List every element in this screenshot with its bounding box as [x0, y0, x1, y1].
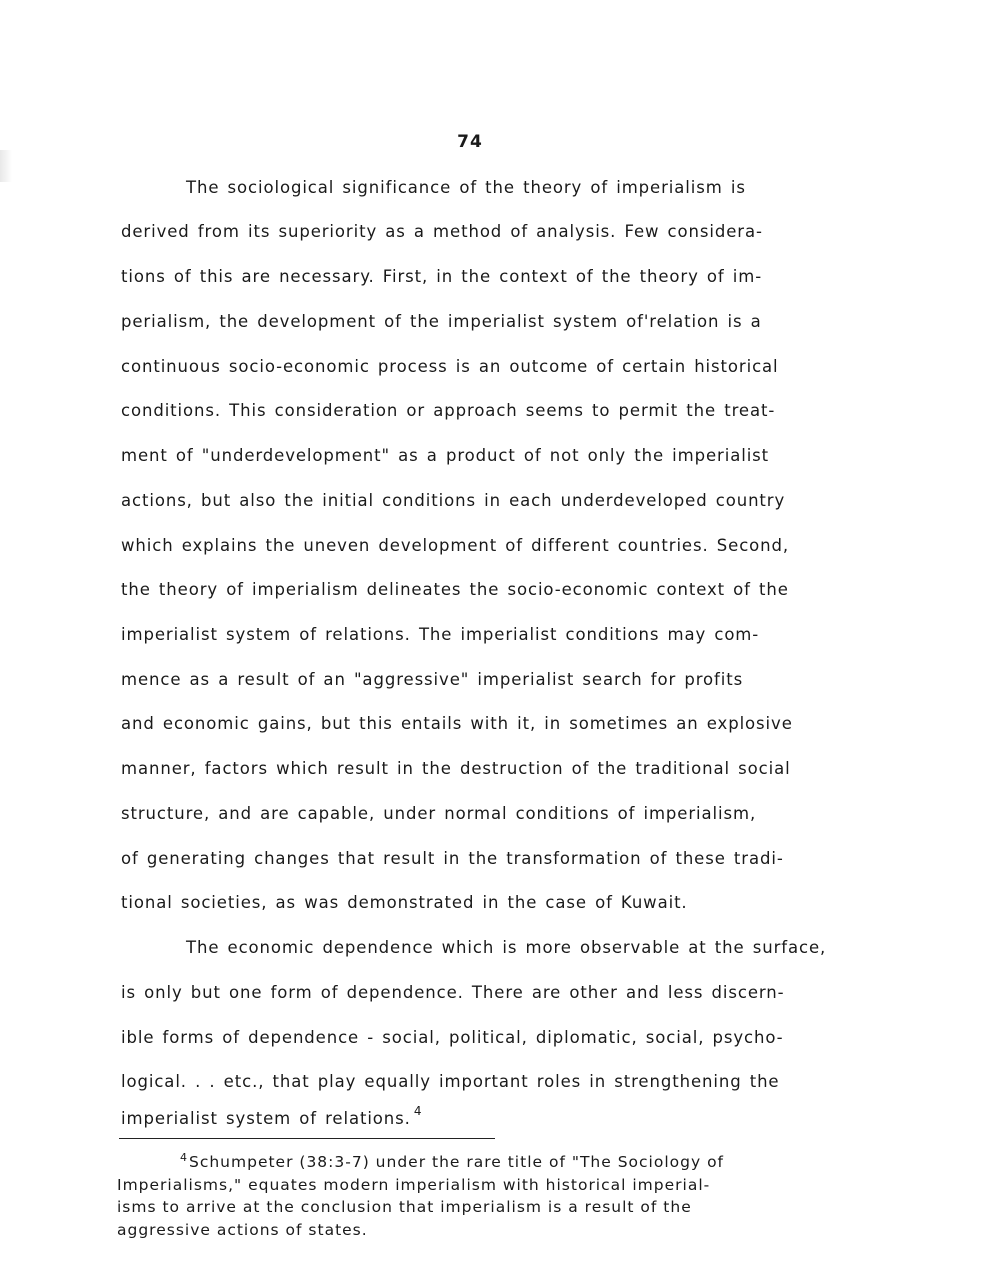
paragraph-line: the theory of imperialism delineates the socio-economic context of the: [121, 580, 789, 599]
paragraph-line: The economic dependence which is more observable at the surface,: [186, 938, 827, 957]
paragraph-line: ible forms of dependence - social, political, diplomatic, social, psycho-: [121, 1028, 784, 1047]
paragraph-line: conditions. This consideration or approach seems to permit the treat-: [121, 401, 776, 420]
footnote-line: [180, 1153, 724, 1173]
footnote-marker: 4: [180, 1151, 188, 1164]
paragraph-line: tional societies, as was demonstrated in the case of Kuwait.: [121, 893, 688, 912]
paragraph-line: The sociological significance of the theory of imperialism is: [186, 178, 746, 197]
paragraph-line: tions of this are necessary. First, in the context of the theory of im-: [121, 267, 763, 286]
footnote-line: isms to arrive at the conclusion that imperialism is a result of the: [117, 1198, 692, 1216]
paragraph-line: structure, and are capable, under normal conditions of imperialism,: [121, 804, 757, 823]
paragraph-line: derived from its superiority as a method of analysis. Few considera-: [121, 222, 763, 241]
paragraph-line: is only but one form of dependence. There are other and less discern-: [121, 983, 785, 1002]
paragraph-line: perialism, the development of the imperialist system of'relation is a: [121, 312, 762, 331]
footnote-line: Imperialisms," equates modern imperialism with historical imperial-: [117, 1176, 711, 1194]
scan-edge-mark: [0, 150, 12, 182]
paragraph-line: continuous socio-economic process is an outcome of certain historical: [121, 357, 779, 376]
footnote-line-text: Schumpeter (38:3-7) under the rare title of "The Sociology of: [189, 1153, 725, 1171]
paragraph-line: of generating changes that result in the transformation of these tradi-: [121, 849, 784, 868]
paragraph-line: which explains the uneven development of different countries. Second,: [121, 536, 790, 555]
footnote-reference: 4: [413, 1104, 423, 1118]
paragraph-line: imperialist system of relations. The imperialist conditions may com-: [121, 625, 760, 644]
paragraph-line: actions, but also the initial conditions in each underdeveloped country: [121, 491, 786, 510]
paragraph-line: logical. . . etc., that play equally important roles in strengthening the: [121, 1072, 780, 1091]
paragraph-line-last: [121, 1104, 423, 1129]
page-number: 74: [457, 132, 483, 152]
paragraph-line: mence as a result of an "aggressive" imperialist search for profits: [121, 670, 744, 689]
paragraph-line: manner, factors which result in the destruction of the traditional social: [121, 759, 791, 778]
footnote-line: aggressive actions of states.: [117, 1221, 368, 1239]
paragraph-line-text: imperialist system of relations.: [121, 1109, 411, 1128]
paragraph-line: and economic gains, but this entails with it, in sometimes an explosive: [121, 714, 793, 733]
paragraph-line: ment of "underdevelopment" as a product of not only the imperialist: [121, 446, 770, 465]
footnote-rule: [119, 1138, 495, 1139]
